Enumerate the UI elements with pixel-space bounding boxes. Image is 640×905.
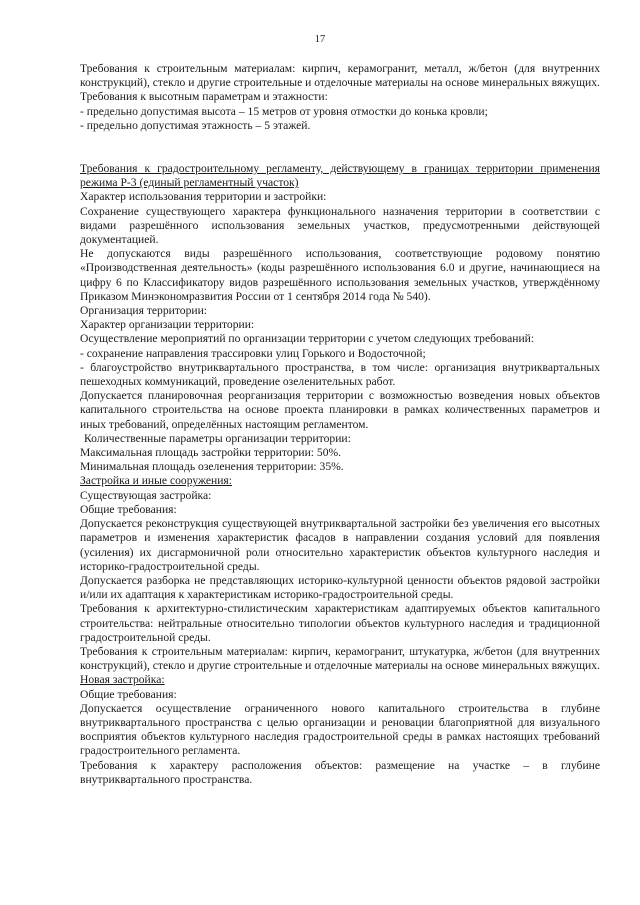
paragraph: Допускается планировочная реорганизация территории с возможностью возведения новых объектов капитального строительства на основе проекта планировки в рамках количественных параметров и иных требований, определённых настоящим регламентом. [80, 389, 600, 431]
paragraph: - сохранение направления трассировки улиц Горького и Водосточной; [80, 346, 426, 360]
paragraph: - предельно допустимая этажность – 5 этажей. [80, 118, 311, 132]
paragraph: Сохранение существующего характера функционального назначения территории в соответствии с видами разрешённого использования земельных участков, предусмотренными действующей документацией. [80, 204, 600, 247]
section-heading: Требования к градостроительному регламенту, действующему в границах территории применения режима Р-3 (единый регламентный участок) [80, 162, 600, 190]
document-body [80, 62, 600, 787]
paragraph: Осуществление мероприятий по организации территории с учетом следующих требований: [80, 332, 535, 346]
paragraph: Требования к характеру расположения объектов: размещение на участке – в глубине внутриквартального пространства. [80, 758, 600, 786]
page-number: 17 [314, 34, 326, 45]
paragraph: Требования к строительным материалам: кирпич, керамогранит, металл, ж/бетон (для внутренних конструкций), стекло и другие строительные и отделочные материалы на основе минеральных вяжущих. [80, 62, 600, 90]
paragraph: Не допускаются виды разрешённого использования, соответствующие родовому понятию «Производственная деятельность» (коды разрешённого использования 6.0 и другие, начинающиеся на цифру 6 по Классификатору видов разрешённого использования земельных участков, утверждённому Приказом Минэкономразвития России от 1 сентября 2014 года № 540). [80, 247, 600, 303]
section-spacer [80, 133, 600, 162]
paragraph: Допускается разборка не представляющих историко-культурной ценности объектов рядовой застройки и/или их адаптация к характеристикам историко-градостроительной среды. [80, 573, 600, 602]
paragraph: Общие требования: [80, 687, 177, 701]
paragraph: Требования к высотным параметрам и этажности: [80, 90, 328, 104]
paragraph: Требования к строительным материалам: кирпич, керамогранит, штукатурка, ж/бетон (для внутренних конструкций), стекло и другие строительные и отделочные материалы на основе минеральных вяжущих. [80, 644, 600, 673]
section-heading: Застройка и иные сооружения: [80, 474, 232, 488]
paragraph: Характер использования территории и застройки: [80, 190, 327, 204]
paragraph: Требования к архитектурно-стилистическим характеристикам адаптируемых объектов капитального строительства: нейтральные относительно типологии объектов культурного наследия и традиционной градостроительной среды. [80, 602, 600, 644]
paragraph: Допускается осуществление ограниченного нового капитального строительства в глубине внутриквартального пространства с целью организации и реновации благоприятной для визуального восприятия объектов культурного наследия градостроительной среды в рамках настоящих требований градостроительного регламента. [80, 701, 600, 758]
paragraph: Допускается реконструкция существующей внутриквартальной застройки без увеличения его высотных параметров и изменения характеристик фасадов в направлении создания условий для появления (усиления) их дисгармоничной роли относительно характеристик объектов культурного наследия и историко-градостроительной среды. [80, 517, 600, 573]
paragraph: Количественные параметры организации территории: [84, 431, 351, 445]
paragraph: Организация территории: [80, 304, 207, 318]
paragraph: Максимальная площадь застройки территории: 50%. [80, 446, 342, 460]
paragraph: Минимальная площадь озеленения территории: 35%. [80, 460, 344, 474]
paragraph: - предельно допустимая высота – 15 метров от уровня отмостки до конька кровли; [80, 104, 488, 118]
paragraph: Характер организации территории: [80, 318, 255, 332]
paragraph: Общие требования: [80, 502, 177, 516]
section-heading: Новая застройка: [80, 673, 165, 687]
paragraph: - благоустройство внутриквартального пространства, в том числе: организация внутриквартальных пешеходных коммуникаций, проведение озеленительных работ. [80, 360, 600, 389]
paragraph: Существующая застройка: [80, 488, 212, 502]
